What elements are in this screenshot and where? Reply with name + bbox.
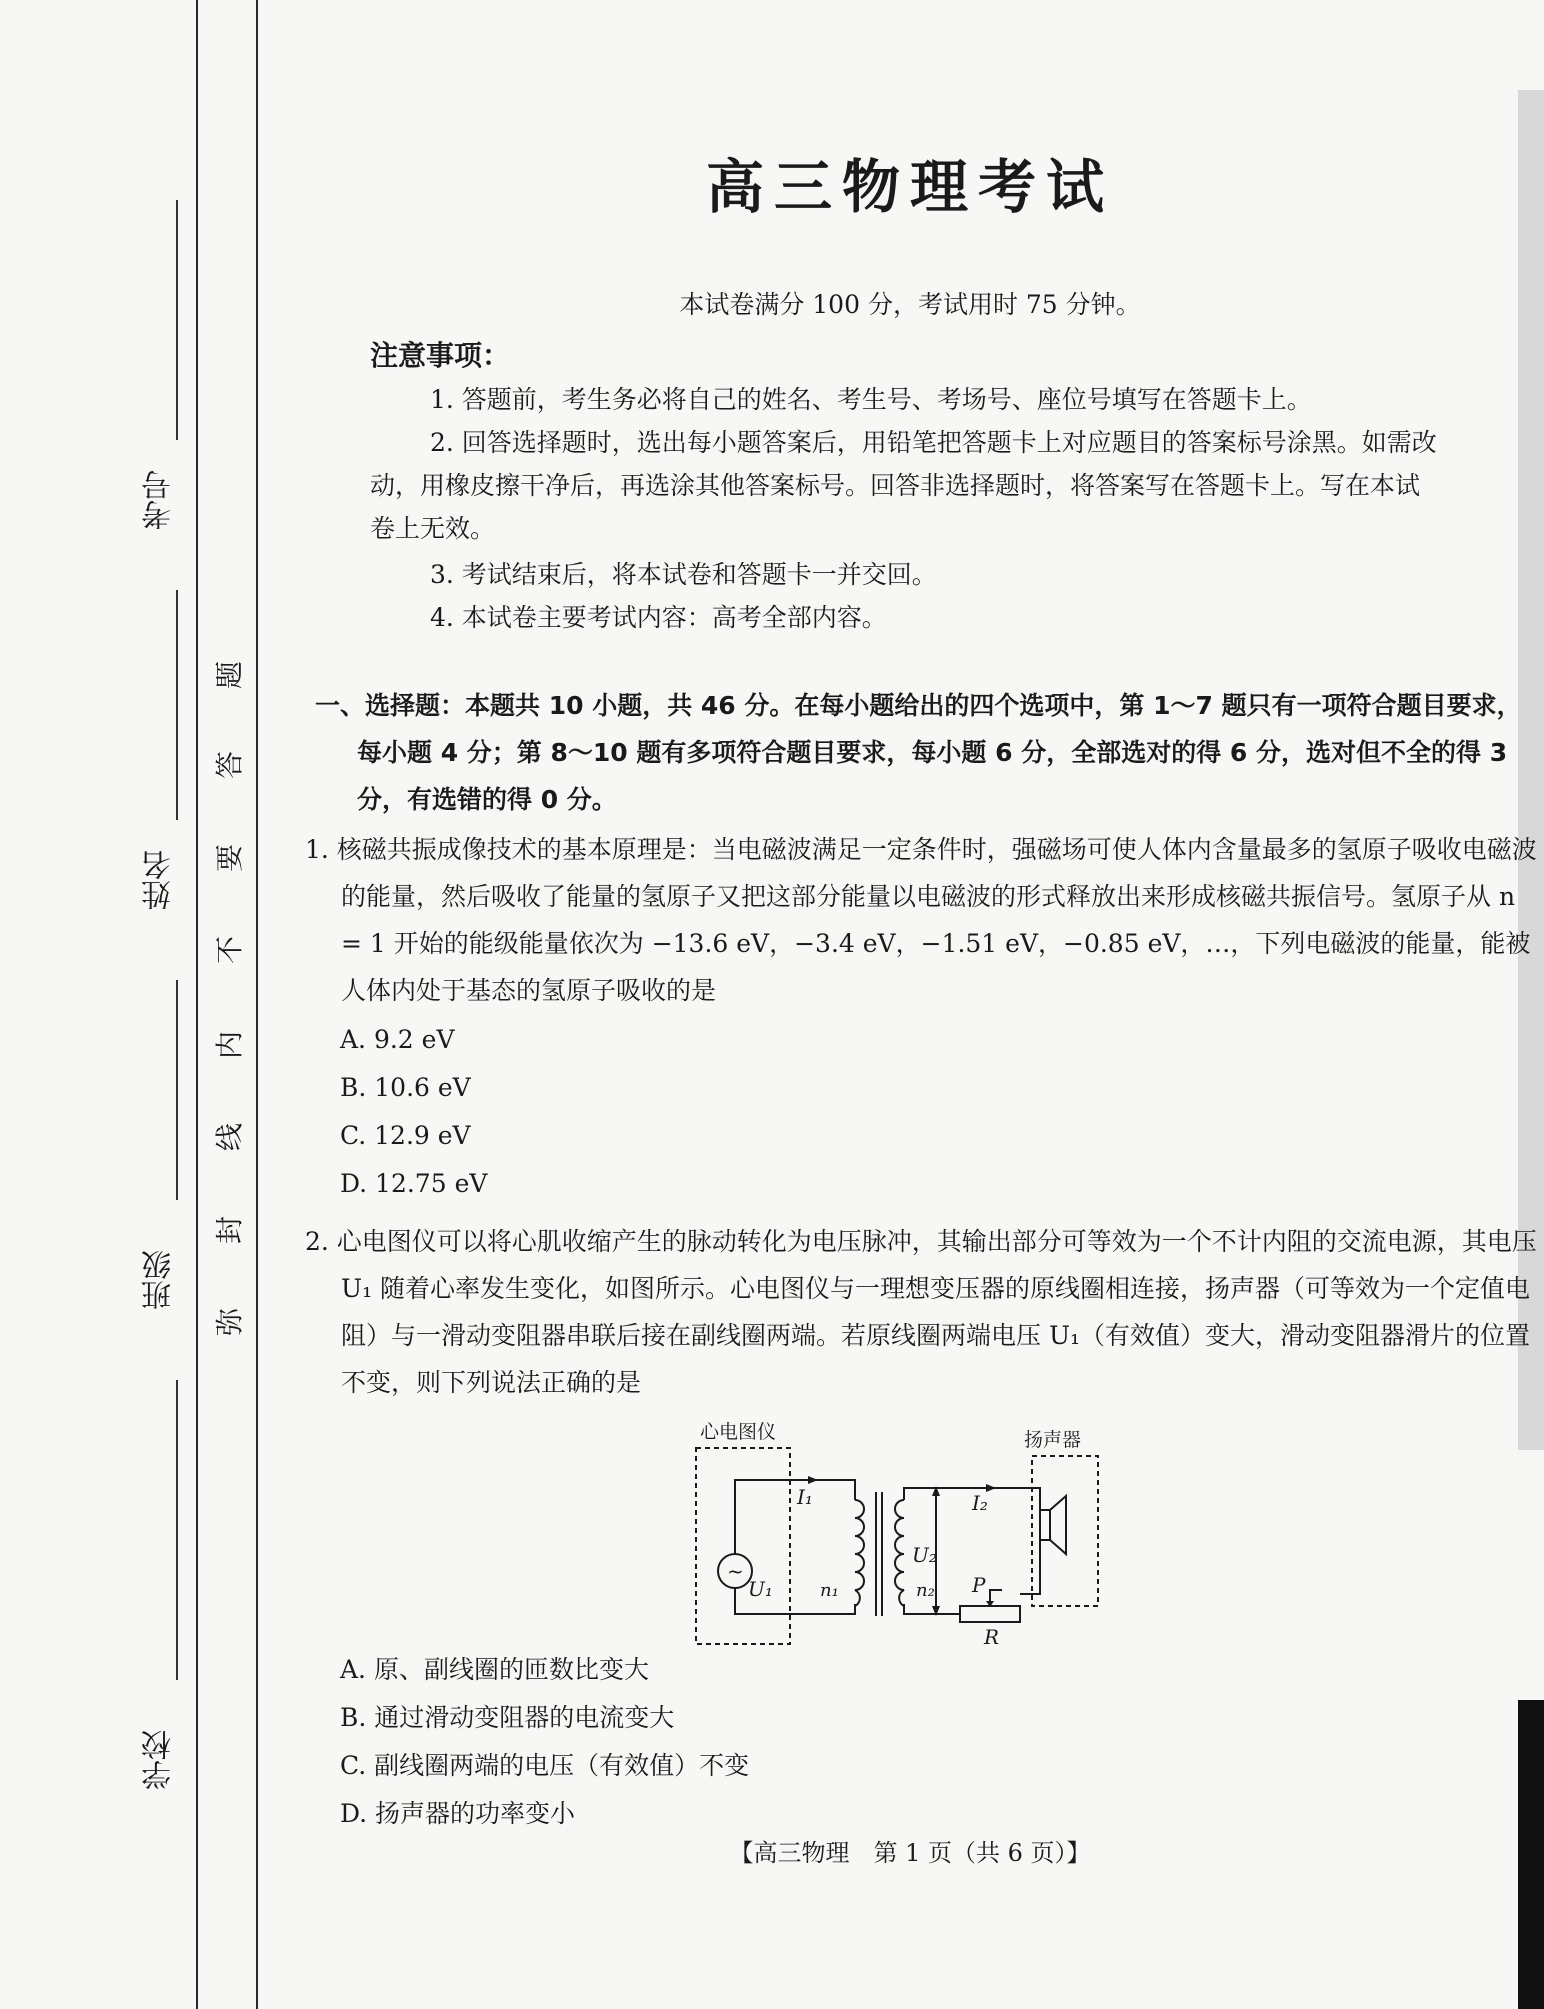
q1-option-a: A. 9.2 eV <box>340 1025 455 1054</box>
q2-option-c: C. 副线圈两端的电压（有效值）不变 <box>340 1751 750 1780</box>
q1-option-d: D. 12.75 eV <box>340 1169 488 1198</box>
label-i1: I₁ <box>797 1485 813 1509</box>
primary-coil <box>855 1500 864 1606</box>
scan-edge-dark <box>1518 1700 1544 2009</box>
q1-option-b: B. 10.6 eV <box>340 1073 471 1102</box>
primary-wire-top <box>735 1480 855 1554</box>
seal-char: 不 <box>213 935 247 965</box>
q1-option-c: C. 12.9 eV <box>340 1121 471 1150</box>
notice-item: 2. 回答选择题时，选出每小题答案后，用铅笔把答题卡上对应题目的答案标号涂黑。如需改动，用橡皮擦干净后，再选涂其他答案标号。回答非选择题时，将答案写在答题卡上。写在本试卷上无效。 <box>370 428 1437 543</box>
label-n1: n₁ <box>820 1580 839 1601</box>
label-i2: I₂ <box>972 1491 988 1515</box>
margin-line-inner <box>256 0 258 2009</box>
seal-char: 题 <box>213 660 247 690</box>
field-line <box>176 590 178 820</box>
q2-option-d: D. 扬声器的功率变小 <box>340 1799 576 1828</box>
seal-char: 封 <box>213 1215 247 1245</box>
field-line <box>176 1380 178 1680</box>
transformer-circuit-diagram <box>690 1412 1120 1648</box>
field-line <box>176 980 178 1200</box>
label-u1: U₁ <box>748 1577 773 1601</box>
page-title: 高三物理考试 <box>705 153 1114 221</box>
i1-arrow <box>808 1476 818 1484</box>
label-n2: n₂ <box>916 1580 935 1601</box>
speaker-body <box>1040 1510 1050 1540</box>
q2-option-a: A. 原、副线圈的匝数比变大 <box>340 1655 649 1684</box>
question-1-stem: 1. 核磁共振成像技术的基本原理是：当电磁波满足一定条件时，强磁场可使人体内含量最多的氢原子吸收电磁波的能量，然后吸收了能量的氢原子又把这部分能量以电磁波的形式释放出来形成核磁共振信号。氢原子从 n = 1 开始的能级能量依次为 −13.6 eV，−3.4 eV，−1.51 eV，−0.85 eV，…，下列电磁波的能量，能被人体内处于基态的氢原子吸收的是 <box>305 835 1537 1005</box>
seal-char: 内 <box>213 1030 247 1060</box>
field-line <box>176 200 178 440</box>
field-label-exam-no: 考号 <box>142 470 177 530</box>
notice-item: 1. 答题前，考生务必将自己的姓名、考生号、考场号、座位号填写在答题卡上。 <box>430 385 1312 414</box>
seal-char: 弥 <box>213 1307 247 1337</box>
rheostat <box>960 1606 1020 1622</box>
label-source: ~ <box>727 1559 744 1583</box>
field-label-school: 学校 <box>142 1730 177 1790</box>
label-speaker: 扬声器 <box>1024 1429 1082 1451</box>
notice-heading: 注意事项： <box>370 339 511 372</box>
field-label-name: 姓名 <box>142 850 177 910</box>
secondary-wire-bottom <box>904 1604 960 1614</box>
label-p: P <box>972 1573 986 1597</box>
question-2-stem: 2. 心电图仪可以将心肌收缩产生的脉动转化为电压脉冲，其输出部分可等效为一个不计内阻的交流电源，其电压 U₁ 随着心率发生变化，如图所示。心电图仪与一理想变压器的原线圈相连接，扬声器（可等效为一个定值电阻）与一滑动变阻器串联后接在副线圈两端。若原线圈两端电压 U₁（有效值）变大，滑动变阻器滑片的位置不变，则下列说法正确的是 <box>305 1227 1537 1397</box>
seal-char: 线 <box>213 1122 247 1152</box>
seal-char: 答 <box>213 750 247 780</box>
label-u2: U₂ <box>912 1543 937 1567</box>
exam-info: 本试卷满分 100 分，考试用时 75 分钟。 <box>679 290 1141 319</box>
margin-line-outer <box>196 0 198 2009</box>
q2-option-b: B. 通过滑动变阻器的电流变大 <box>340 1703 675 1732</box>
notice-item: 3. 考试结束后，将本试卷和答题卡一并交回。 <box>430 560 937 589</box>
page-footer: 【高三物理 第 1 页（共 6 页）】 <box>729 1839 1091 1867</box>
speaker-cone <box>1050 1496 1066 1554</box>
label-ecg: 心电图仪 <box>700 1421 777 1443</box>
seal-char: 要 <box>213 843 247 873</box>
label-r: R <box>984 1625 1000 1648</box>
secondary-coil <box>895 1500 904 1606</box>
notice-item: 4. 本试卷主要考试内容：高考全部内容。 <box>430 603 887 632</box>
section-heading: 一、选择题：本题共 10 小题，共 46 分。在每小题给出的四个选项中，第 1～7 题只有一项符合题目要求，每小题 4 分；第 8～10 题有多项符合题目要求，每小题 6 分，全部选对的得 6 分，选对但不全的得 3 分，有选错的得 0 分。 <box>315 691 1522 814</box>
field-label-class: 班级 <box>142 1250 177 1310</box>
